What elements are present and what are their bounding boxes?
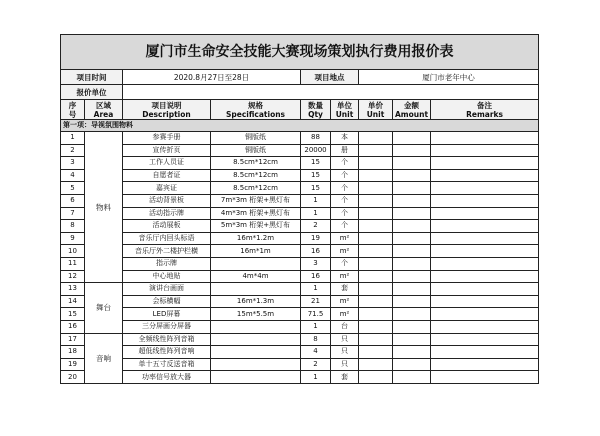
header-unit-price: 单价 Unit: [359, 100, 393, 120]
row-qty: 15: [301, 157, 331, 170]
row-amount: [393, 232, 431, 245]
row-remarks: [431, 132, 539, 145]
row-unit: m²: [331, 245, 359, 258]
row-remarks: [431, 220, 539, 233]
row-unit: m²: [331, 270, 359, 283]
header-no: 序 号: [61, 100, 85, 120]
row-specifications: 4m*3m 桁架+黑灯布: [211, 207, 301, 220]
area-group-3: 音响: [85, 333, 123, 383]
row-description: 工作人员证: [123, 157, 211, 170]
row-qty: 15: [301, 169, 331, 182]
row-amount: [393, 169, 431, 182]
row-remarks: [431, 358, 539, 371]
page-title: 厦门市生命安全技能大赛现场策划执行费用报价表: [61, 35, 539, 70]
row-remarks: [431, 346, 539, 359]
row-unit: 只: [331, 346, 359, 359]
row-qty: 20000: [301, 144, 331, 157]
row-amount: [393, 144, 431, 157]
location-label: 项目地点: [301, 70, 359, 85]
row-qty: 88: [301, 132, 331, 145]
row-unit: 个: [331, 169, 359, 182]
row-amount: [393, 182, 431, 195]
row-description: 嘉宾证: [123, 182, 211, 195]
header-specifications: 规格 Specifications: [211, 100, 301, 120]
row-unit-price: [359, 308, 393, 321]
project-time-value: 2020.8月27日至28日: [123, 70, 301, 85]
row-remarks: [431, 257, 539, 270]
row-unit: 只: [331, 358, 359, 371]
row-description: 活动展板: [123, 220, 211, 233]
row-description: 功率信号放大器: [123, 371, 211, 384]
row-specifications: 16m*1.3m: [211, 295, 301, 308]
row-amount: [393, 295, 431, 308]
row-specifications: 8.5cm*12cm: [211, 169, 301, 182]
row-description: 全频线性阵列音箱: [123, 333, 211, 346]
row-specifications: 铜版纸: [211, 132, 301, 145]
table-row: [61, 194, 539, 207]
row-remarks: [431, 157, 539, 170]
row-qty: 2: [301, 358, 331, 371]
row-specifications: 8.5cm*12cm: [211, 157, 301, 170]
row-no: 7: [61, 207, 85, 220]
table-row: [61, 333, 539, 346]
row-unit-price: [359, 169, 393, 182]
row-remarks: [431, 232, 539, 245]
row-description: 中心地贴: [123, 270, 211, 283]
row-description: 指示牌: [123, 257, 211, 270]
row-no: 17: [61, 333, 85, 346]
table-row: [61, 371, 539, 384]
header-remarks: 备注 Remarks: [431, 100, 539, 120]
row-unit-price: [359, 194, 393, 207]
row-amount: [393, 207, 431, 220]
row-qty: 1: [301, 194, 331, 207]
row-description: 超低线性阵列音响: [123, 346, 211, 359]
row-amount: [393, 358, 431, 371]
row-qty: 21: [301, 295, 331, 308]
row-amount: [393, 132, 431, 145]
row-unit: 个: [331, 194, 359, 207]
row-specifications: 16m*1.2m: [211, 232, 301, 245]
row-no: 10: [61, 245, 85, 258]
row-specifications: 16m*1m: [211, 245, 301, 258]
table-row: [61, 358, 539, 371]
table-row: [61, 308, 539, 321]
quote-table: [60, 34, 539, 384]
row-remarks: [431, 270, 539, 283]
row-unit: 个: [331, 157, 359, 170]
row-specifications: 15m*5.5m: [211, 308, 301, 321]
header-amount: 金额 Amount: [393, 100, 431, 120]
row-specifications: 5m*3m 桁架+黑灯布: [211, 220, 301, 233]
row-description: LED屏幕: [123, 308, 211, 321]
row-amount: [393, 257, 431, 270]
row-amount: [393, 333, 431, 346]
quote-sheet: [60, 34, 538, 384]
row-unit-price: [359, 371, 393, 384]
area-group-2: 舞台: [85, 283, 123, 333]
table-row: [61, 295, 539, 308]
row-unit-price: [359, 132, 393, 145]
row-qty: 19: [301, 232, 331, 245]
row-unit: 套: [331, 283, 359, 296]
row-specifications: 铜版纸: [211, 144, 301, 157]
row-unit-price: [359, 232, 393, 245]
row-specifications: [211, 371, 301, 384]
row-remarks: [431, 333, 539, 346]
header-qty: 数量 Qty: [301, 100, 331, 120]
row-unit: 个: [331, 220, 359, 233]
row-specifications: [211, 320, 301, 333]
row-no: 6: [61, 194, 85, 207]
row-unit-price: [359, 358, 393, 371]
area-group-1: 物料: [85, 132, 123, 283]
row-no: 8: [61, 220, 85, 233]
row-unit-price: [359, 157, 393, 170]
section-title: 第一项：导视氛围物料: [61, 120, 539, 132]
row-description: 演讲台画面: [123, 283, 211, 296]
row-amount: [393, 346, 431, 359]
table-row: [61, 245, 539, 258]
row-specifications: [211, 257, 301, 270]
row-qty: 71.5: [301, 308, 331, 321]
row-unit-price: [359, 182, 393, 195]
row-description: 单十五寸反送音箱: [123, 358, 211, 371]
row-remarks: [431, 182, 539, 195]
row-unit-price: [359, 144, 393, 157]
table-row: [61, 144, 539, 157]
row-remarks: [431, 245, 539, 258]
row-unit: 册: [331, 144, 359, 157]
table-row: [61, 207, 539, 220]
row-amount: [393, 245, 431, 258]
row-remarks: [431, 207, 539, 220]
row-qty: 4: [301, 346, 331, 359]
row-amount: [393, 157, 431, 170]
row-no: 15: [61, 308, 85, 321]
row-remarks: [431, 308, 539, 321]
row-no: 16: [61, 320, 85, 333]
row-qty: 1: [301, 371, 331, 384]
row-description: 会标横幅: [123, 295, 211, 308]
row-no: 18: [61, 346, 85, 359]
row-amount: [393, 194, 431, 207]
table-row: [61, 320, 539, 333]
row-unit-price: [359, 283, 393, 296]
row-qty: 1: [301, 283, 331, 296]
row-remarks: [431, 144, 539, 157]
row-no: 14: [61, 295, 85, 308]
row-no: 13: [61, 283, 85, 296]
row-specifications: [211, 358, 301, 371]
row-remarks: [431, 194, 539, 207]
row-remarks: [431, 371, 539, 384]
row-no: 3: [61, 157, 85, 170]
table-row: [61, 169, 539, 182]
row-no: 12: [61, 270, 85, 283]
table-row: [61, 257, 539, 270]
row-unit: m²: [331, 232, 359, 245]
row-amount: [393, 220, 431, 233]
row-description: 自愿者证: [123, 169, 211, 182]
row-unit: 只: [331, 333, 359, 346]
table-row: [61, 270, 539, 283]
row-description: 三分屏画分屏器: [123, 320, 211, 333]
row-amount: [393, 270, 431, 283]
row-qty: 1: [301, 207, 331, 220]
row-remarks: [431, 320, 539, 333]
row-remarks: [431, 169, 539, 182]
row-unit: 台: [331, 320, 359, 333]
row-amount: [393, 308, 431, 321]
row-no: 4: [61, 169, 85, 182]
row-qty: 1: [301, 320, 331, 333]
row-qty: 15: [301, 182, 331, 195]
row-unit-price: [359, 245, 393, 258]
row-unit-price: [359, 257, 393, 270]
row-unit-price: [359, 270, 393, 283]
table-row: [61, 283, 539, 296]
row-description: 音乐厅内回头标语: [123, 232, 211, 245]
row-unit: 个: [331, 182, 359, 195]
row-unit-price: [359, 320, 393, 333]
row-description: 参赛手册: [123, 132, 211, 145]
row-qty: 8: [301, 333, 331, 346]
header-description: 项目说明 Description: [123, 100, 211, 120]
row-description: 活动指示牌: [123, 207, 211, 220]
row-qty: 16: [301, 245, 331, 258]
row-no: 11: [61, 257, 85, 270]
row-specifications: [211, 346, 301, 359]
table-row: [61, 232, 539, 245]
row-no: 9: [61, 232, 85, 245]
row-unit: 套: [331, 371, 359, 384]
location-value: 厦门市老年中心: [359, 70, 539, 85]
row-unit: m²: [331, 295, 359, 308]
table-row: [61, 132, 539, 145]
row-amount: [393, 283, 431, 296]
table-row: [61, 157, 539, 170]
table-row: [61, 220, 539, 233]
row-unit: m²: [331, 308, 359, 321]
row-description: 宣传折页: [123, 144, 211, 157]
row-description: 活动背景板: [123, 194, 211, 207]
row-specifications: [211, 333, 301, 346]
row-no: 2: [61, 144, 85, 157]
row-unit: 个: [331, 207, 359, 220]
row-unit-price: [359, 295, 393, 308]
table-row: [61, 182, 539, 195]
row-no: 19: [61, 358, 85, 371]
header-unit: 单位 Unit: [331, 100, 359, 120]
row-specifications: 8.5cm*12cm: [211, 182, 301, 195]
row-description: 音乐厅外二楼护栏横: [123, 245, 211, 258]
project-time-label: 项目时间: [61, 70, 123, 85]
row-unit-price: [359, 333, 393, 346]
row-remarks: [431, 295, 539, 308]
row-no: 1: [61, 132, 85, 145]
row-qty: 2: [301, 220, 331, 233]
header-area: 区域 Area: [85, 100, 123, 120]
row-no: 20: [61, 371, 85, 384]
row-unit: 本: [331, 132, 359, 145]
quote-unit-value: [123, 85, 539, 100]
row-amount: [393, 371, 431, 384]
table-row: [61, 346, 539, 359]
quote-unit-label: 报价单位: [61, 85, 123, 100]
row-unit-price: [359, 346, 393, 359]
row-no: 5: [61, 182, 85, 195]
row-unit: 个: [331, 257, 359, 270]
row-specifications: 4m*4m: [211, 270, 301, 283]
row-specifications: 7m*3m 桁架+黑灯布: [211, 194, 301, 207]
row-qty: 16: [301, 270, 331, 283]
row-remarks: [431, 283, 539, 296]
row-specifications: [211, 283, 301, 296]
row-qty: 3: [301, 257, 331, 270]
row-amount: [393, 320, 431, 333]
row-unit-price: [359, 207, 393, 220]
header-row: [61, 100, 539, 120]
row-unit-price: [359, 220, 393, 233]
